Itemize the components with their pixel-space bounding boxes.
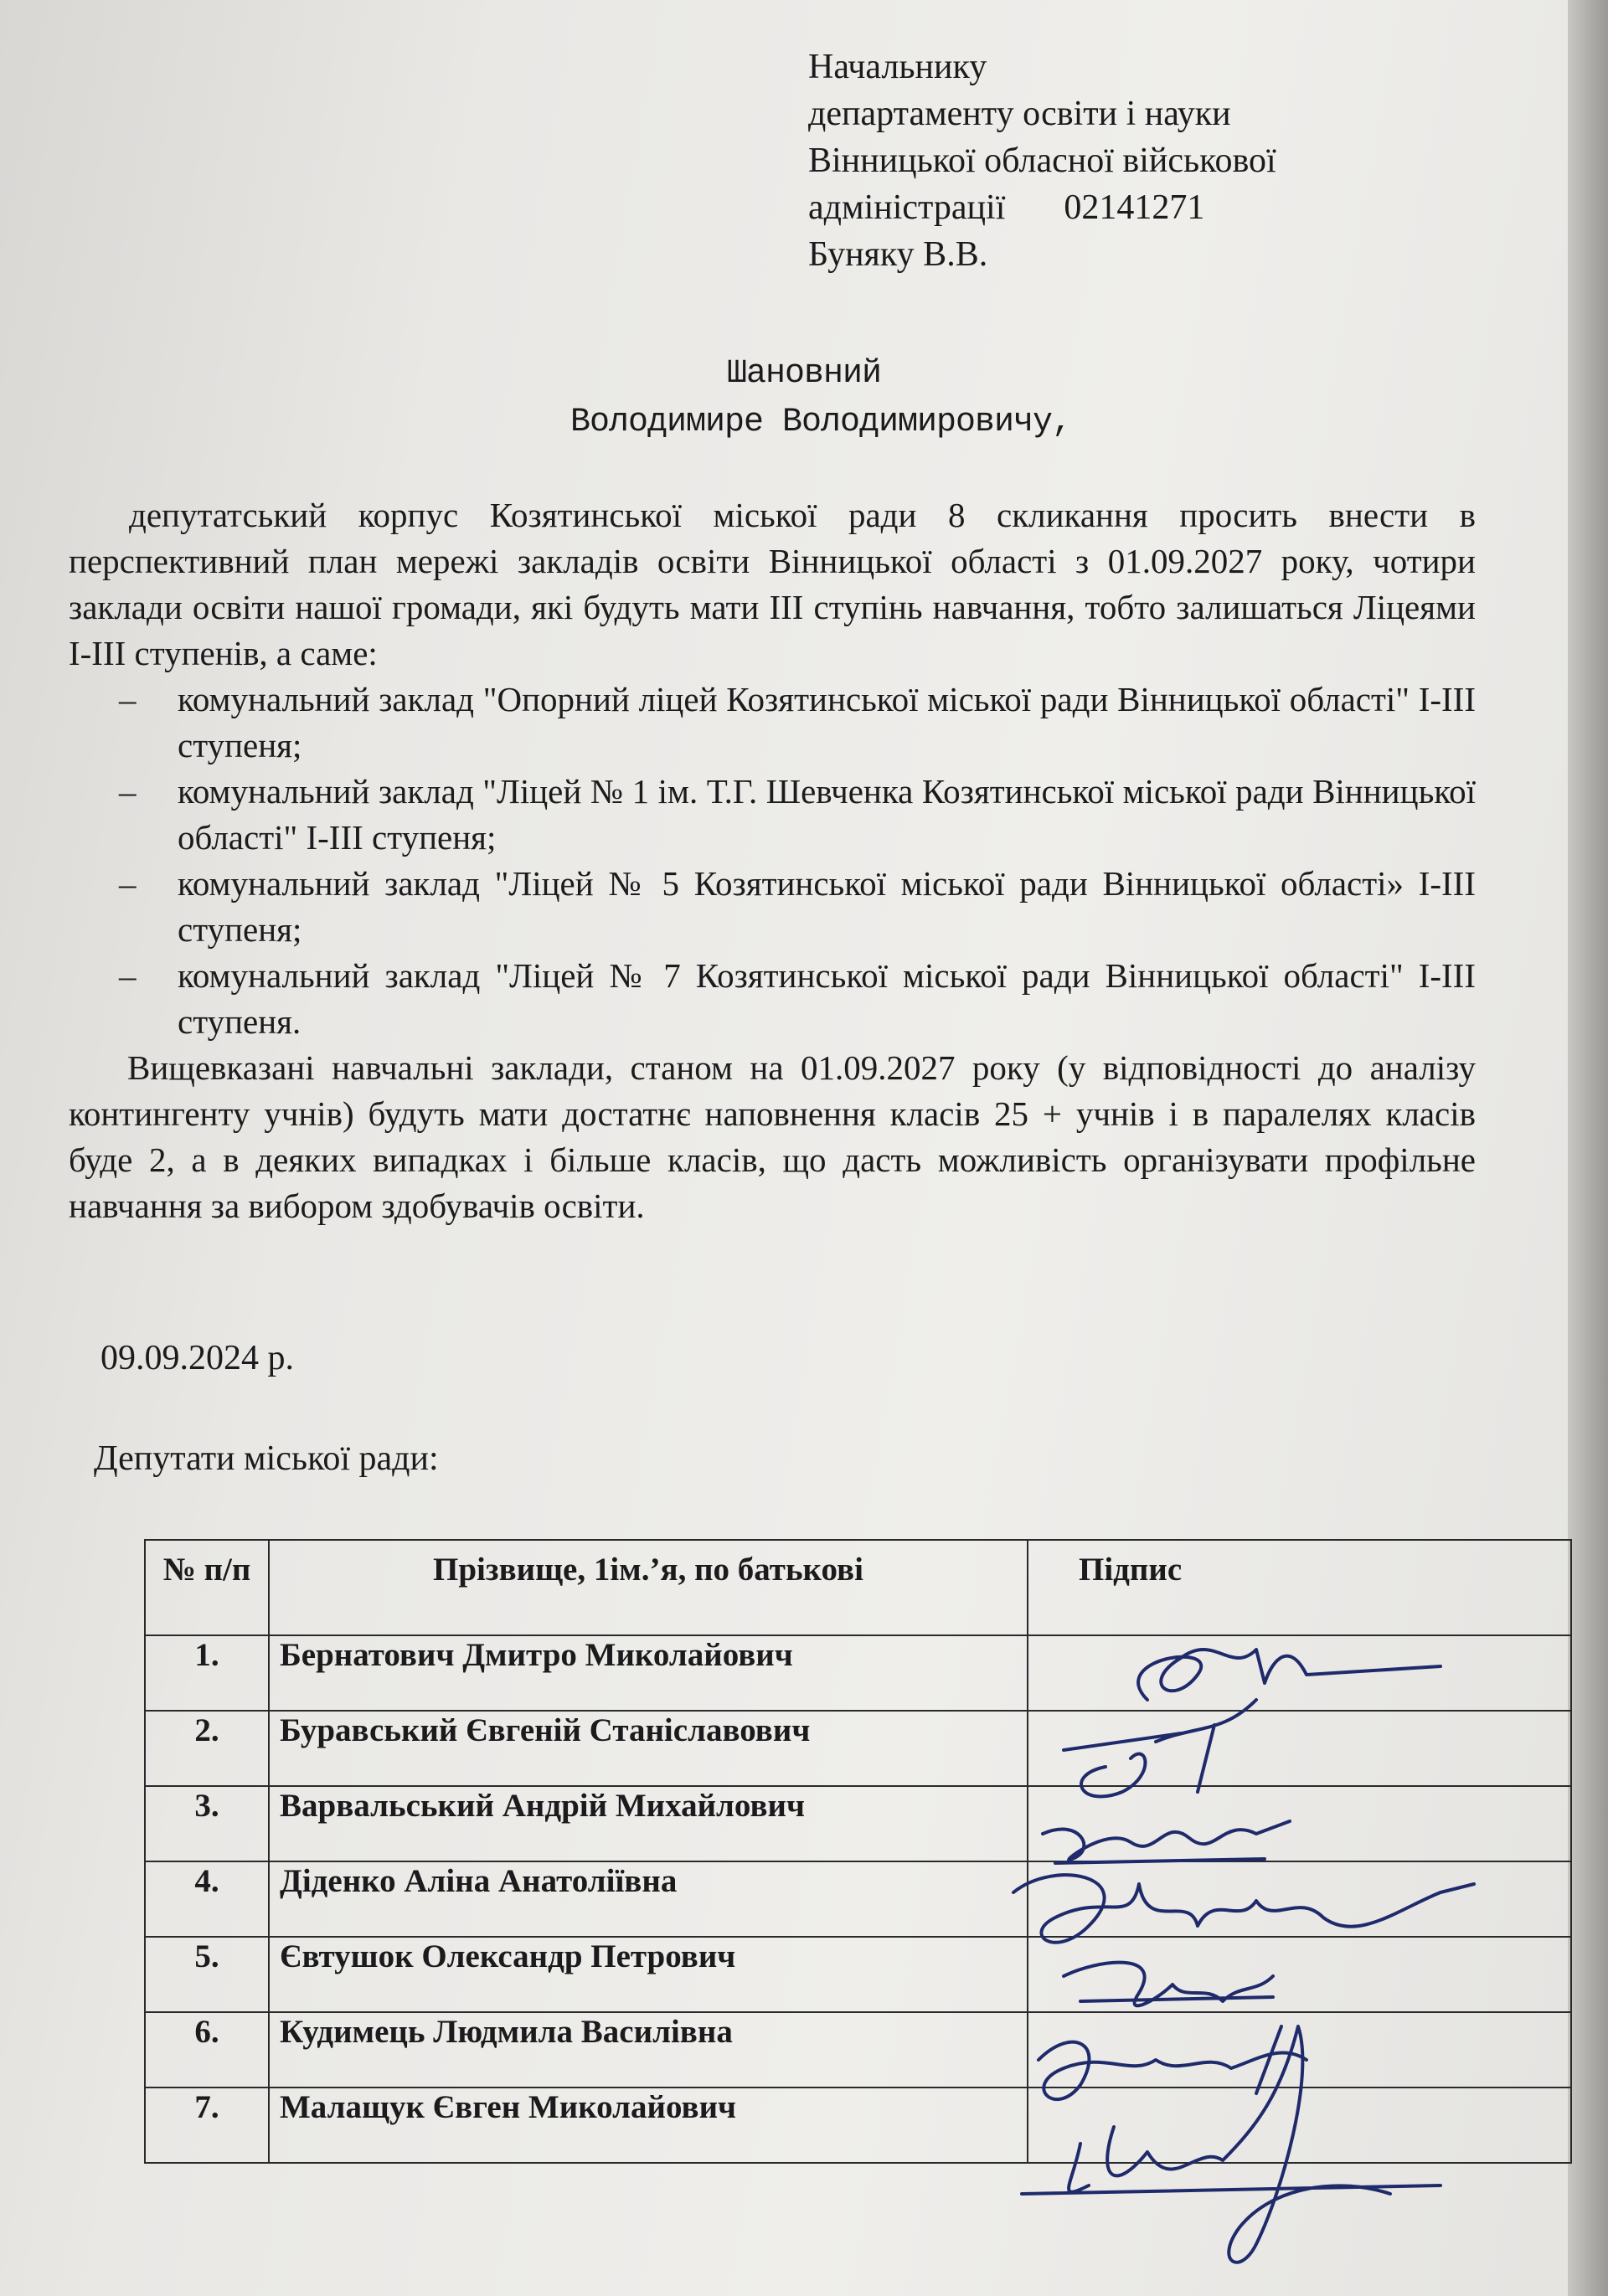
row-name: Євтушок Олександр Петрович xyxy=(269,1937,1028,2012)
addressee-block xyxy=(808,44,1276,278)
row-number: 5. xyxy=(145,1937,269,2012)
row-name: Буравський Євгеній Станіславович xyxy=(269,1711,1028,1786)
handwritten-signatures xyxy=(1005,1608,1508,2294)
row-name: Малащук Євген Миколайович xyxy=(269,2088,1028,2163)
row-number: 7. xyxy=(145,2088,269,2163)
header-name: Прізвище, 1ім.’я, по батькові xyxy=(269,1540,1028,1635)
salutation-line-1: Шановний xyxy=(726,355,882,393)
addressee-code: 02141271 xyxy=(1064,188,1205,227)
list-item: – комунальний заклад "Опорний ліцей Козятинської міської ради Вінницької області" І-ІІІ ступеня; xyxy=(69,677,1476,769)
list-item: – комунальний заклад "Ліцей № 1 ім. Т.Г. Шевченка Козятинської міської ради Вінницької області" І-ІІІ ступеня; xyxy=(69,769,1476,861)
list-item: – комунальний заклад "Ліцей № 5 Козятинської міської ради Вінницької області» І-ІІІ ступеня; xyxy=(69,861,1476,953)
signature-6 xyxy=(1038,2026,1306,2099)
page-edge xyxy=(1568,0,1608,2296)
addressee-line: Буняку В.В. xyxy=(808,235,988,274)
row-name: Варвальський Андрій Михайлович xyxy=(269,1786,1028,1861)
addressee-line: департаменту освіти і науки xyxy=(808,95,1231,133)
row-name: Діденко Аліна Анатоліївна xyxy=(269,1861,1028,1937)
deputies-label: Депутати міської ради: xyxy=(94,1439,439,1478)
row-name: Кудимець Людмила Василівна xyxy=(269,2012,1028,2088)
signature-5 xyxy=(1064,1963,1273,2006)
addressee-line: Вінницької обласної військової xyxy=(808,142,1276,180)
signature-3 xyxy=(1043,1821,1290,1863)
header-number: № п/п xyxy=(145,1540,269,1635)
row-number: 1. xyxy=(145,1635,269,1711)
signature-4 xyxy=(1013,1875,1474,1943)
row-name: Бернатович Дмитро Миколайович xyxy=(269,1635,1028,1711)
header-signature: Підпис xyxy=(1028,1540,1571,1635)
intro-paragraph: депутатський корпус Козятинської міської ради 8 скликання просить внести в перспективний план мережі закладів освіти Вінницької області з 01.09.2027 року, чотири заклади освіти нашої громади, які будуть мати ІІІ ступінь навчання, тобто залишаться Ліцеями І-ІІІ ступенів, а саме: xyxy=(69,496,1476,672)
letter-date: 09.09.2024 р. xyxy=(100,1339,294,1377)
list-item: – комунальний заклад "Ліцей № 7 Козятинської міської ради Вінницької області" І-ІІІ ступеня. xyxy=(69,953,1476,1045)
salutation-line-2: Володимире Володимировичу, xyxy=(570,404,1072,441)
addressee-line: Начальнику xyxy=(808,48,987,86)
row-number: 2. xyxy=(145,1711,269,1786)
addressee-line xyxy=(808,184,1276,231)
addressee-administration: адміністрації xyxy=(808,188,1006,227)
conclusion-paragraph: Вищевказані навчальні заклади, станом на 01.09.2027 року (у відповідності до аналізу контингенту учнів) будуть мати достатнє наповнення класів 25 + учнів і в паралелях класів буде 2, а в деяких випадках і більше класів, що дасть можливість організувати профільне навчання за вибором здобувачів освіти. xyxy=(69,1048,1476,1225)
signature-2 xyxy=(1064,1700,1256,1797)
signature-1 xyxy=(1138,1650,1440,1700)
institution-list xyxy=(69,677,1476,1045)
row-number: 4. xyxy=(145,1861,269,1937)
row-number: 6. xyxy=(145,2012,269,2088)
row-number: 3. xyxy=(145,1786,269,1861)
salutation xyxy=(0,350,1608,447)
letter-body xyxy=(69,492,1476,1229)
